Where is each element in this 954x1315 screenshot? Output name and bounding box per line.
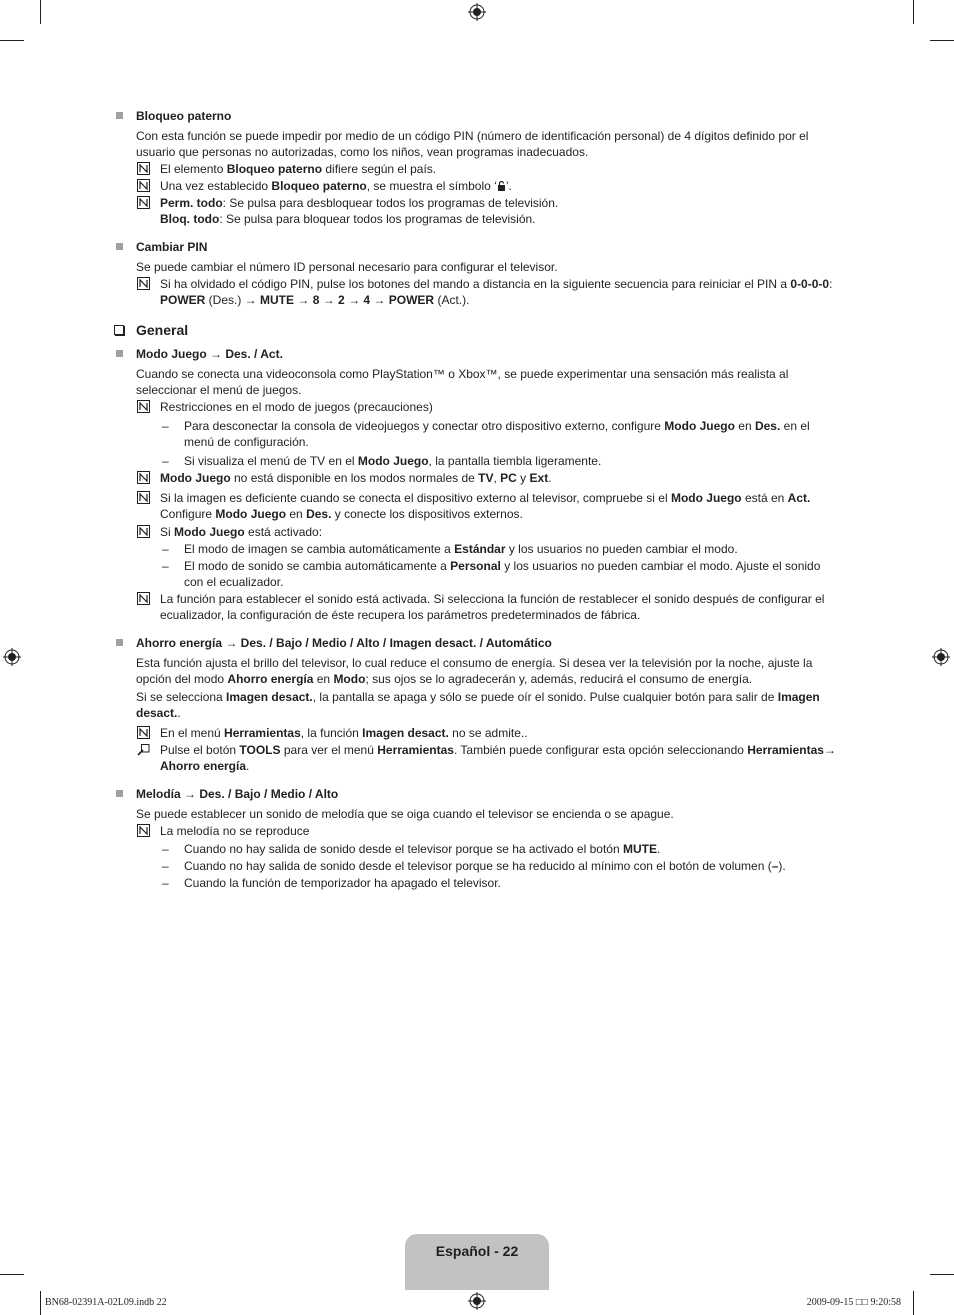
- note: La función para establecer el sonido está activada. Si selecciona la función de restablecer el sonido después de configurar el ecualizador, la configuración de éste recupera los parámetros predeterminados de fábrica.: [110, 591, 840, 623]
- bullet-square-icon: [116, 112, 123, 119]
- note: El elemento Bloqueo paterno difiere según el país.: [110, 161, 840, 177]
- section-heading: Bloqueo paterno: [110, 108, 840, 124]
- page-number-tab: [405, 1234, 549, 1290]
- note: Restricciones en el modo de juegos (precauciones): [110, 399, 840, 415]
- note-icon: [137, 196, 150, 209]
- note: Si ha olvidado el código PIN, pulse los botones del mando a distancia en la siguiente secuencia para reiniciar el PIN a 0-0-0-0: POWER (Des.) → MUTE → 8 → 2 → 4 → POWER (Act.).: [110, 276, 840, 308]
- note-icon: [137, 726, 150, 739]
- note-icon: [137, 400, 150, 413]
- sub-item: – Cuando no hay salida de sonido desde el televisor porque se ha activado el botón MUTE.: [162, 842, 661, 856]
- section-heading: Melodía → Des. / Bajo / Medio / Alto: [110, 786, 840, 802]
- paragraph: Se puede establecer un sonido de melodía que se oiga cuando el televisor se encienda o se apague.: [136, 807, 674, 821]
- note: Perm. todo: Se pulsa para desbloquear todos los programas de televisión. Bloq. todo: Se pulsa para bloquear todos los programas de televisión.: [110, 195, 840, 227]
- sub-item: – El modo de imagen se cambia automáticamente a Estándar y los usuarios no pueden cambiar el modo.: [162, 542, 738, 556]
- bullet-square-icon: [116, 350, 123, 357]
- paragraph: Si se selecciona Imagen desact., la pantalla se apaga y sólo se puede oír el sonido. Pulse cualquier botón para salir de Imagen desact..: [136, 690, 820, 720]
- note-icon: [137, 824, 150, 837]
- general-heading: General: [110, 322, 840, 338]
- sub-item: – Cuando la función de temporizador ha apagado el televisor.: [162, 876, 501, 890]
- paragraph: Se puede cambiar el número ID personal necesario para configurar el televisor.: [136, 260, 558, 274]
- crop-mark: [913, 0, 914, 24]
- crop-mark: [0, 40, 24, 41]
- page-label: Español - 22: [435, 1243, 519, 1259]
- registration-mark-icon: [468, 1292, 486, 1310]
- sub-item: – Para desconectar la consola de videojuegos y conectar otro dispositivo externo, configure Modo Juego en Des. en el menú de configuración.: [162, 419, 810, 449]
- footer-timestamp: 2009-09-15 □□ 9:20:58: [806, 1297, 901, 1308]
- note-icon: [137, 592, 150, 605]
- note-icon: [137, 471, 150, 484]
- bullet-square-icon: [116, 790, 123, 797]
- paragraph: Con esta función se puede impedir por medio de un código PIN (número de identificación personal) de 4 dígitos definido por el usuario que personas no autorizadas, como los niños, vean programas inadecuados.: [136, 129, 809, 159]
- note-icon: [137, 277, 150, 290]
- crop-mark: [913, 1291, 914, 1315]
- crop-mark: [930, 40, 954, 41]
- footer-file-info: BN68-02391A-02L09.indb 22: [45, 1297, 167, 1308]
- registration-mark-icon: [3, 648, 21, 666]
- note: Una vez establecido Bloqueo paterno, se muestra el símbolo ‘ ’.: [110, 178, 840, 194]
- crop-mark: [40, 0, 41, 24]
- registration-mark-icon: [468, 3, 486, 21]
- lock-icon: [497, 181, 506, 191]
- note-icon: [137, 162, 150, 175]
- paragraph: Esta función ajusta el brillo del televisor, lo cual reduce el consumo de energía. Si desea ver la televisión por la noche, ajuste la opción del modo Ahorro energía en Modo; sus ojos se lo agradecerán y, además, reducirá el consumo de energía.: [136, 656, 813, 686]
- bullet-square-icon: [116, 243, 123, 250]
- note: La melodía no se reproduce: [110, 823, 840, 839]
- sub-item: – El modo de sonido se cambia automáticamente a Personal y los usuarios no pueden cambiar el modo. Ajuste el sonido con el ecualizador.: [162, 559, 821, 589]
- note: Si la imagen es deficiente cuando se conecta el dispositivo externo al televisor, compruebe si el Modo Juego está en Act. Configure Modo Juego en Des. y conecte los dispositivos externos.: [110, 490, 840, 522]
- section-heading: Modo Juego → Des. / Act.: [110, 346, 840, 362]
- crop-mark: [40, 1291, 41, 1315]
- note-icon: [137, 491, 150, 504]
- sub-item: – Cuando no hay salida de sonido desde el televisor porque se ha reducido al mínimo con el botón de volumen (–).: [162, 859, 786, 873]
- checkbox-square-icon: [114, 325, 124, 335]
- note: Modo Juego no está disponible en los modos normales de TV, PC y Ext.: [110, 470, 840, 486]
- note-icon: [137, 525, 150, 538]
- crop-mark: [0, 1274, 24, 1275]
- note: Si Modo Juego está activado:: [110, 524, 840, 540]
- registration-mark-icon: [932, 648, 950, 666]
- note-icon: [137, 179, 150, 192]
- note: En el menú Herramientas, la función Imagen desact. no se admite..: [110, 725, 840, 741]
- bullet-square-icon: [116, 639, 123, 646]
- tools-icon: [137, 743, 150, 756]
- section-heading: Ahorro energía → Des. / Bajo / Medio / Alto / Imagen desact. / Automático: [110, 635, 840, 651]
- sub-item: – Si visualiza el menú de TV en el Modo Juego, la pantalla tiembla ligeramente.: [162, 454, 602, 468]
- crop-mark: [930, 1274, 954, 1275]
- section-heading: Cambiar PIN: [110, 239, 840, 255]
- note: Pulse el botón TOOLS para ver el menú Herramientas. También puede configurar esta opción seleccionando Herramientas→ Ahorro energía.: [110, 742, 840, 774]
- manual-content: [110, 108, 840, 891]
- paragraph: Cuando se conecta una videoconsola como PlayStation™ o Xbox™, se puede experimentar una sensación más realista al seleccionar el menú de juegos.: [136, 367, 789, 397]
